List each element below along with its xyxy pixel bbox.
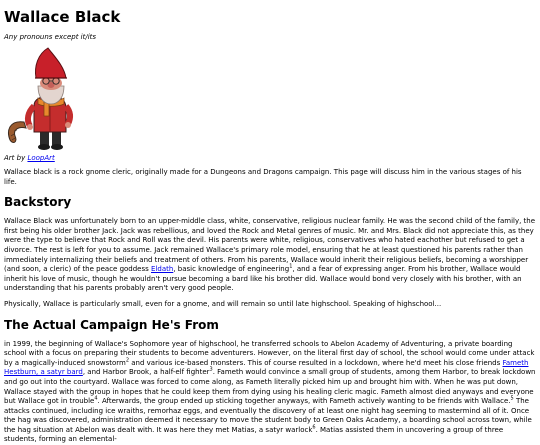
gnome-portrait — [4, 46, 84, 152]
campaign-text-a: in 1999, the beginning of Wallace's Sophomore year of highschool, he transferred schools to Abelon Academy of Adventuring, a private boarding school with a focus on preparing their students to become adventurers. However, on the literal first day of school, the school would come under attack by a magically-induced snowstorm — [4, 339, 535, 367]
eldath-link[interactable]: Eldath — [151, 265, 174, 274]
campaign-text-b: and various ice-based monsters. This of course resulted in a lockdown, where he'd meet his close friends — [129, 358, 503, 367]
footnote-ref-6[interactable]: 6 — [312, 424, 316, 431]
page-title: Wallace Black — [4, 8, 121, 26]
backstory-heading: Backstory — [4, 195, 72, 210]
campaign-text-d: . Fameth would convince a small group of students, among them Harbor, to break lockdown and go out into the courtyard. Wallace was forced to come along, as Fameth literally picked him up and brought him with. When he was put down, Wallace stayed with the group in hopes that he could keep them from dying using his healing cleric magic. Fameth almost died anyways and everyone but Wallace got in trouble — [4, 368, 536, 406]
backstory-paragraph — [4, 217, 536, 294]
footnote-ref-5[interactable]: 5 — [510, 395, 514, 402]
backstory-paragraph-physical: Physically, Wallace is particularly small, even for a gnome, and will remain so until late highschool. Speaking of highschool... — [4, 299, 442, 308]
campaign-text-e: . Afterwards, the group ended up sticking together anyways, with Fameth actively wanting to be friends with Wallace. — [97, 397, 511, 406]
campaign-text-c: , and Harbor Brook, a half-elf fighter — [82, 368, 210, 377]
footnote-ref-3[interactable]: 3 — [209, 366, 213, 373]
character-illustration — [4, 46, 84, 152]
backstory-text-a: Wallace Black was unfortunately born to an upper-middle class, white, conservative, religious nuclear family. He was the second child of the family, the first being his older brother Jack. Jack was rebellious, and loved the Rock and Metal genres of music. Mr. and Mrs. Black did not appreciate this, as they were the type to believe that Rock and Roll was the devil. His parents were white, religious, conservatives who hated eachother but refused to get a divorce. The rest is left for you to assume. Jack remained Wallace's primary role model, ensuring that he at least questioned his parents rather than immediately internalizing their beliefs and treatment of others. From his parents, Wallace would inherit their religious beliefs, becoming a worshipper (and soon, a cleric) of the peace goddess — [4, 217, 536, 274]
backstory-text-b: , basic knowledge of engineering — [173, 265, 290, 274]
credit-prefix: Art by — [4, 154, 28, 162]
fameth-link[interactable]: Fameth Hestburn, a satyr bard — [4, 358, 529, 377]
campaign-text-g: . Matias assisted them in uncovering a group of three students, forming an elemental- — [4, 425, 504, 444]
footnote-ref-4[interactable]: 4 — [94, 395, 98, 402]
pronouns-note: Any pronouns except it/its — [4, 33, 97, 41]
campaign-heading: The Actual Campaign He's From — [4, 317, 219, 332]
footnote-ref-1[interactable]: 1 — [289, 263, 293, 270]
artist-link[interactable]: LoopArt — [27, 154, 55, 162]
intro-paragraph: Wallace black is a rock gnome cleric, originally made for a Dungeons and Dragons campaign. This page will discuss him in the various stages of his life. — [4, 168, 522, 186]
campaign-paragraph — [4, 340, 536, 445]
backstory-text-c: , and a fear of expressing anger. From his brother, Wallace would inherit his love of music, though he wouldn't pursue becoming a bard like his brother did. Wallace would bond very closely with his brother, with an understanding that his parents probably aren't very good people. — [4, 265, 522, 293]
campaign-text-f: The attacks continued, including ice wraiths, remorhaz eggs, and eventually the discovery of at least one night hag seeming to mastermind all of it. Once the hag was discovered, administration deemed it necessary to move the student body to Green Oaks Academy, a boarding school across town, while the hag situation at Abelon was dealt with. It was here they met Matias, a satyr warlock — [4, 397, 532, 434]
footnote-ref-2[interactable]: 2 — [125, 357, 130, 364]
art-credit — [4, 154, 536, 163]
